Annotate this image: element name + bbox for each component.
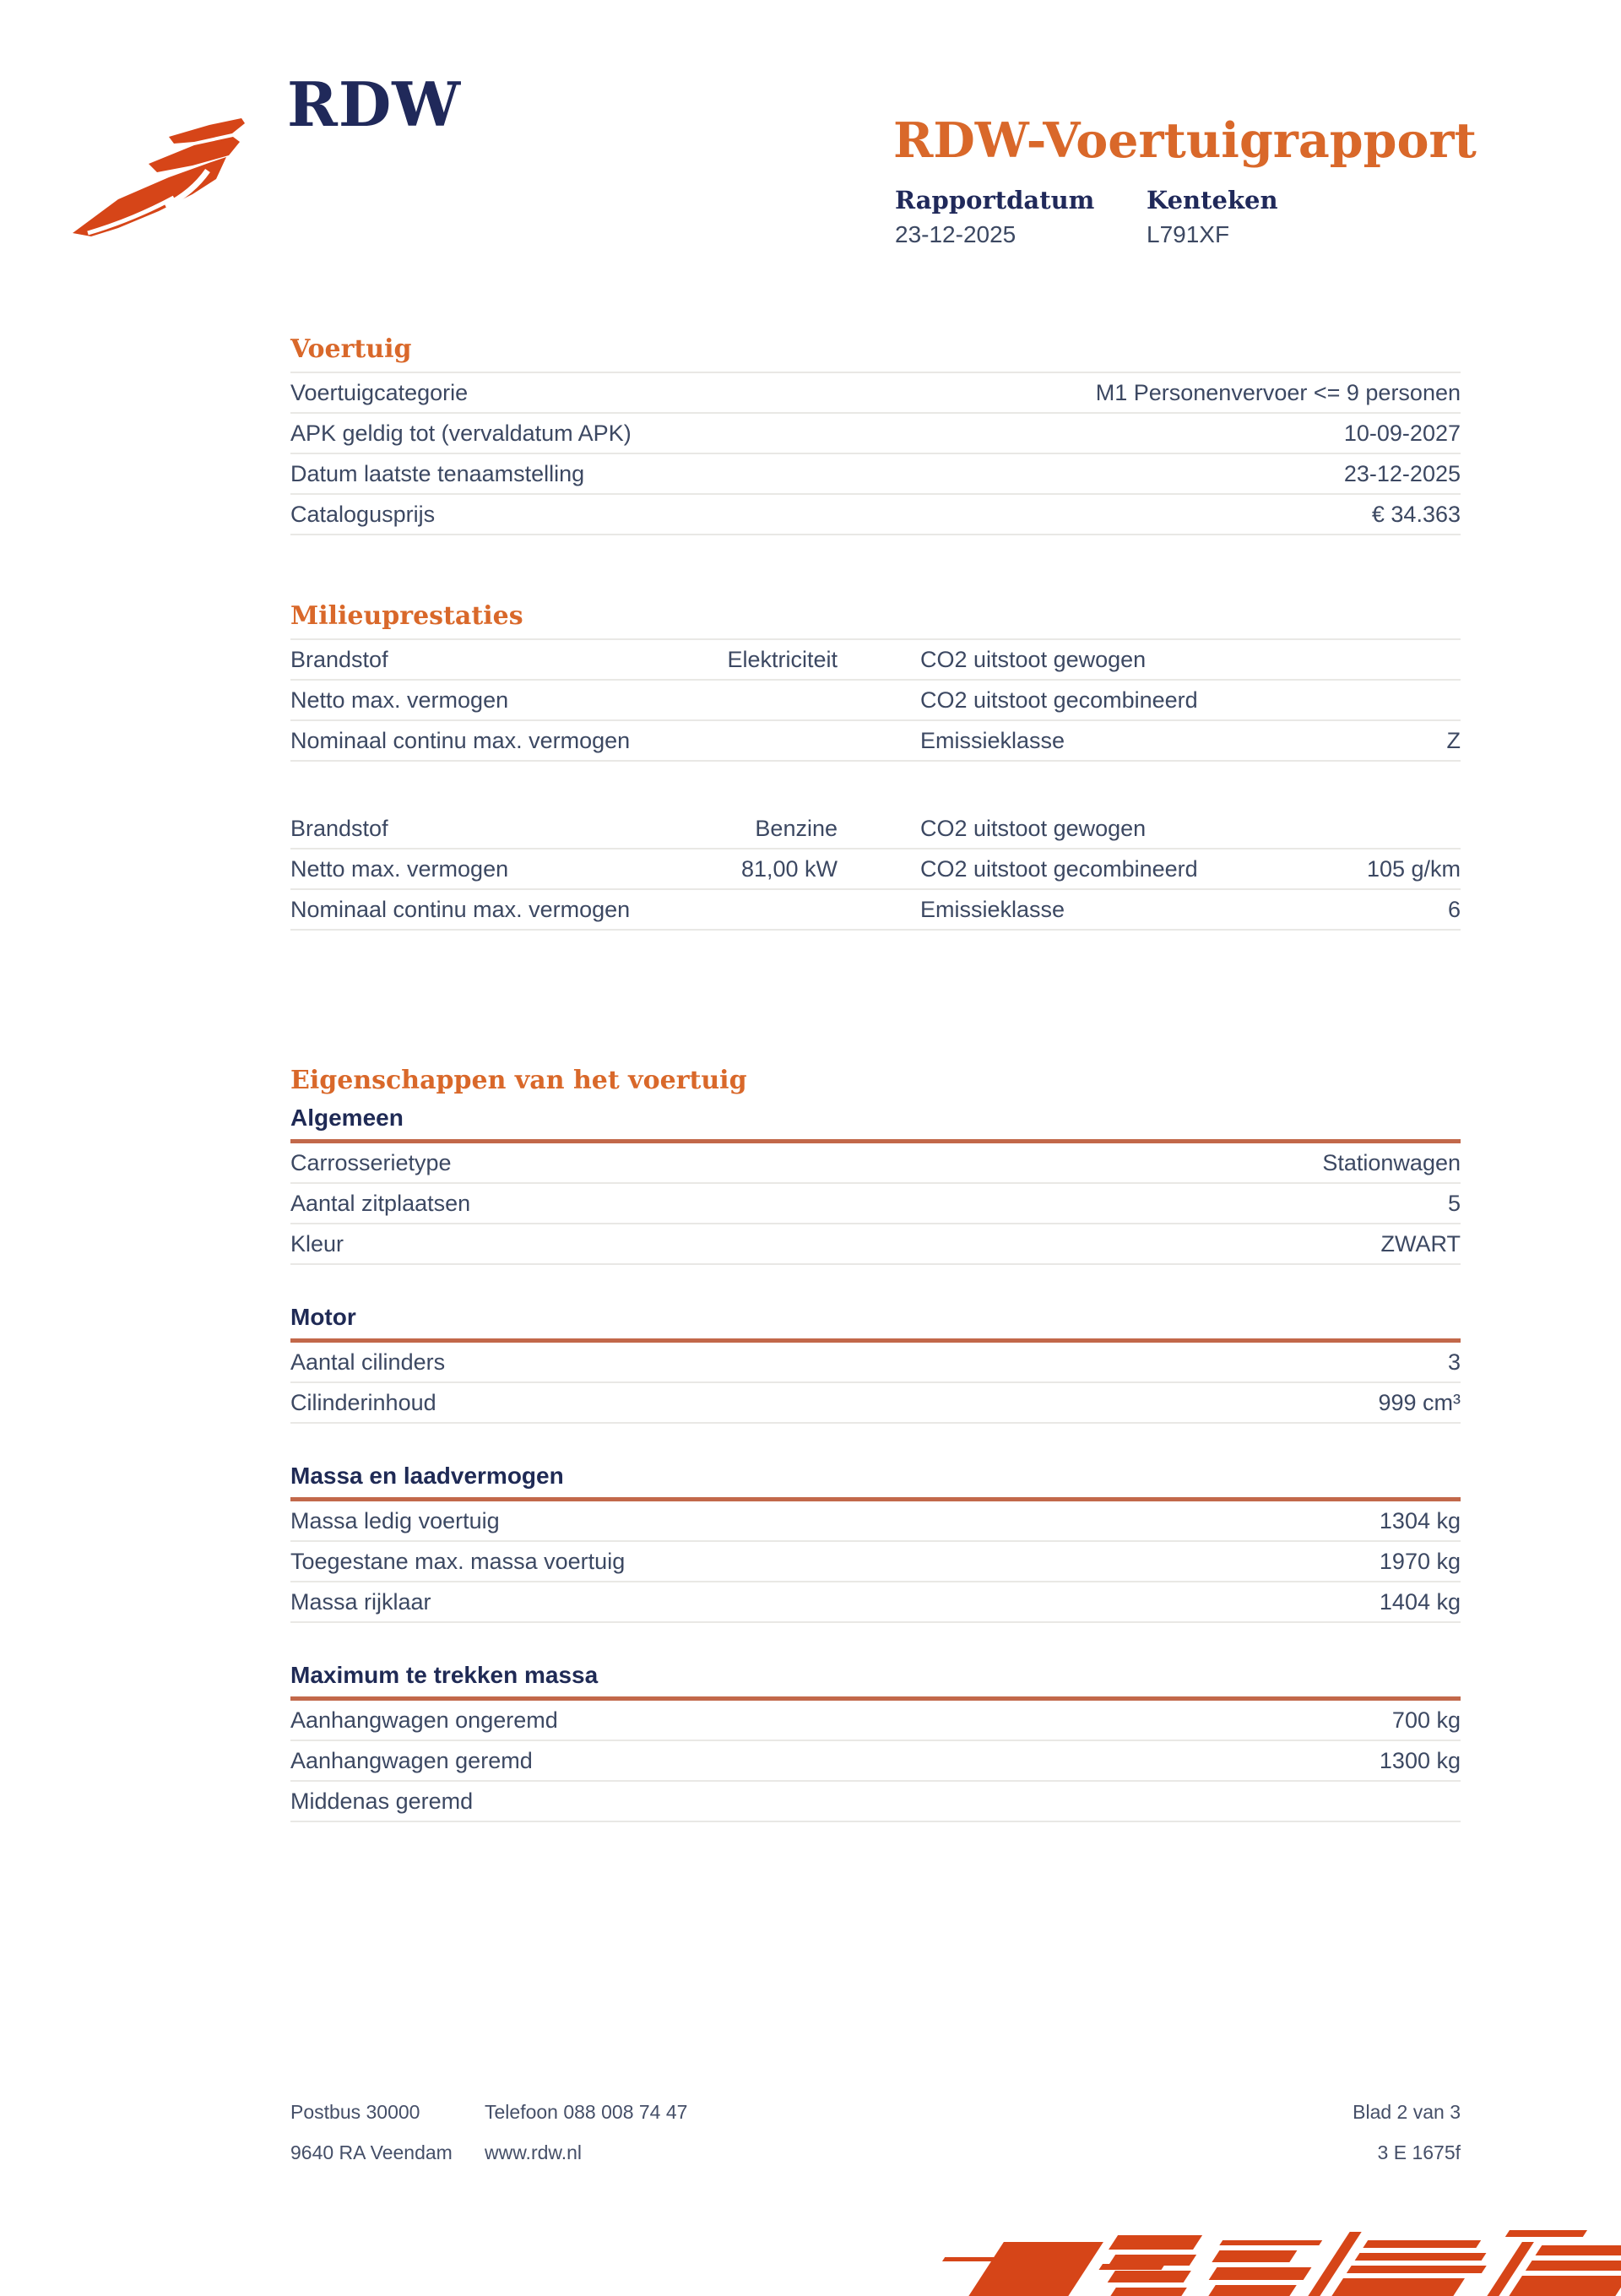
section-title-eigenschappen: Eigenschappen van het voertuig [290,1066,747,1095]
algemeen-table [290,1143,1461,1265]
table-row [290,1741,1461,1782]
row-value: € 34.363 [1371,502,1461,527]
row-label: CO2 uitstoot gewogen [920,816,1147,841]
table-row [290,495,1461,535]
row-label: Cilinderinhoud [290,1390,436,1415]
row-label: Carrosserietype [290,1150,452,1175]
row-value: 1300 kg [1379,1748,1461,1773]
row-label: Aanhangwagen geremd [290,1748,533,1773]
subsection-title: Motor [290,1302,1461,1343]
row-label: Aanhangwagen ongeremd [290,1707,558,1733]
row-value: Elektriciteit [727,647,838,672]
subsection-maximum-trekken-massa [290,1660,1461,1822]
subsection-title: Massa en laadvermogen [290,1461,1461,1501]
row-label: CO2 uitstoot gewogen [920,647,1147,672]
table-row [290,1582,1461,1623]
row-label: Datum laatste tenaamstelling [290,461,585,486]
section-title-voertuig: Voertuig [290,334,412,364]
row-value: 999 cm³ [1378,1390,1461,1415]
report-date-value: 23-12-2025 [895,221,1017,247]
row-value: Z [1446,728,1461,753]
row-label: Catalogusprijs [290,502,436,527]
table-row [290,454,1461,495]
row-label: Kleur [290,1231,344,1257]
row-label: Massa ledig voertuig [290,1508,500,1533]
voertuig-table [290,372,1461,535]
table-row [290,1501,1461,1542]
row-label: Toegestane max. massa voertuig [290,1549,626,1574]
table-row [290,1224,1461,1265]
table-row [290,890,1461,931]
massa-table [290,1501,1461,1623]
row-label: APK geldig tot (vervaldatum APK) [290,421,632,446]
row-label: Brandstof [290,816,388,841]
row-value: 105 g/km [1366,856,1461,882]
milieu-table-benzine [290,809,1461,931]
table-row [290,809,1461,849]
row-label: CO2 uitstoot gecombineerd [920,687,1198,713]
row-label: Emissieklasse [920,728,1065,753]
row-value: 1404 kg [1379,1589,1461,1615]
table-row [290,849,1461,890]
footer-website: www.rdw.nl [485,2141,583,2163]
row-label: Nominaal continu max. vermogen [290,728,631,753]
footer-form-code: 3 E 1675f [1377,2141,1461,2163]
row-label: Netto max. vermogen [290,856,509,882]
table-row [290,1542,1461,1582]
row-value: 1970 kg [1379,1549,1461,1574]
table-row [290,1143,1461,1184]
subsection-motor [290,1302,1461,1424]
table-row [290,1383,1461,1424]
row-value: 1304 kg [1379,1508,1461,1533]
row-value: Benzine [755,816,838,841]
table-row [290,681,1461,721]
footer-postbus: Postbus 30000 [290,2101,420,2123]
table-row [290,1184,1461,1224]
row-value: 6 [1447,897,1461,922]
footer-row [290,2101,1461,2141]
table-row [290,1782,1461,1822]
row-value: 23-12-2025 [1343,461,1461,486]
section-title-milieuprestaties: Milieuprestaties [290,601,523,631]
row-label: Middenas geremd [290,1788,474,1814]
section-voertuig [290,334,1461,535]
row-value: 3 [1447,1349,1461,1375]
row-label: Emissieklasse [920,897,1065,922]
footer-phone: Telefoon 088 008 74 47 [485,2101,688,2123]
subsection-title: Maximum te trekken massa [290,1660,1461,1701]
subsection-title: Algemeen [290,1103,1461,1143]
row-value: 700 kg [1391,1707,1461,1733]
report-date-label: Rapportdatum [895,186,1095,214]
motor-table [290,1343,1461,1424]
table-row [290,1701,1461,1741]
row-value: Stationwagen [1322,1150,1461,1175]
subsection-algemeen [290,1103,1461,1265]
row-label: Nominaal continu max. vermogen [290,897,631,922]
page-title: RDW-Voertuigrapport [893,112,1477,170]
table-row [290,1343,1461,1383]
footer-page-indicator: Blad 2 van 3 [1353,2101,1461,2123]
rdw-logo-text: RDW [287,68,462,140]
footer-city: 9640 RA Veendam [290,2141,453,2163]
trekken-massa-table [290,1701,1461,1822]
rdw-feather-logo-icon [66,110,265,243]
table-row [290,414,1461,454]
table-row [290,721,1461,762]
table-row [290,640,1461,681]
footer-row [290,2141,1461,2182]
row-label: Aantal zitplaatsen [290,1191,471,1216]
page-footer [290,2101,1461,2182]
row-label: Aantal cilinders [290,1349,446,1375]
row-label: Voertuigcategorie [290,380,469,405]
row-label: CO2 uitstoot gecombineerd [920,856,1198,882]
section-milieuprestaties [290,601,1461,931]
license-plate-label: Kenteken [1147,186,1278,214]
subsection-massa-laadvermogen [290,1461,1461,1623]
row-label: Massa rijklaar [290,1589,431,1615]
row-value: 5 [1447,1191,1461,1216]
row-value: ZWART [1380,1231,1461,1257]
row-value: 81,00 kW [740,856,838,882]
milieu-table-elektriciteit [290,638,1461,762]
row-value: 10-09-2027 [1343,421,1461,446]
row-value: M1 Personenvervoer <= 9 personen [1095,380,1461,405]
section-eigenschappen [290,1066,1461,1822]
table-row [290,373,1461,414]
row-label: Netto max. vermogen [290,687,509,713]
row-label: Brandstof [290,647,388,672]
rdw-stripe-graphic-icon [912,2230,1621,2296]
license-plate-value: L791XF [1147,221,1230,247]
